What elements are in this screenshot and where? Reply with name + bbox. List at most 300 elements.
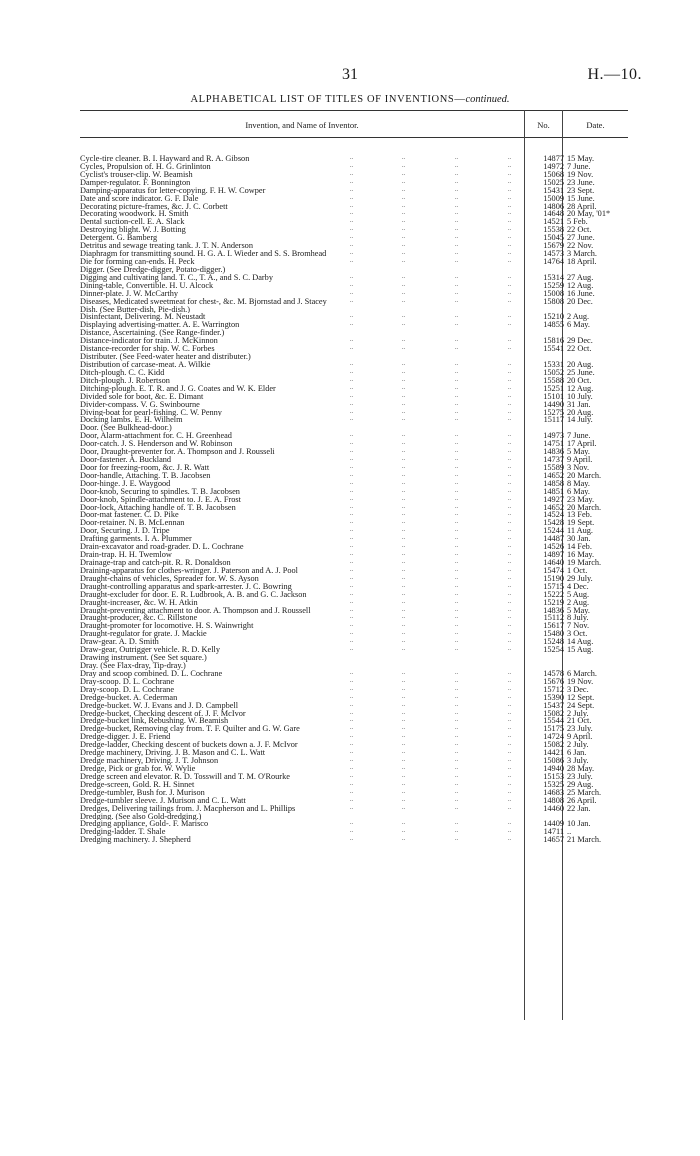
leader-dots: .. (402, 796, 405, 803)
table-row (80, 321, 628, 329)
patent-number: 14851 (543, 486, 564, 496)
leader-dots: .. (350, 289, 353, 296)
patent-number: 14858 (543, 478, 564, 488)
invention-title: Drawing instrument. (See Set square.) (80, 654, 207, 663)
patent-date: 16 June. (567, 288, 595, 298)
patent-date: 14 Feb. (567, 542, 592, 552)
leader-dots: .. (508, 368, 511, 375)
patent-date: 2 Aug. (567, 597, 590, 607)
invention-title: Distance, Ascertaining. (See Range-finder.) (80, 329, 225, 338)
leader-dots: .. (402, 709, 405, 716)
leader-dots: .. (455, 250, 458, 257)
patent-date: 6 May. (567, 320, 590, 330)
leader-dots: .. (455, 432, 458, 439)
leader-dots: .. (508, 234, 511, 241)
leader-dots: .. (455, 178, 458, 185)
leader-dots: .. (455, 242, 458, 249)
leader-dots: .. (508, 495, 511, 502)
invention-title: Draw-gear, Outrigger vehicle. R. D. Kelly (80, 646, 220, 655)
leader-dots: .. (508, 733, 511, 740)
header-bottom-rule (80, 137, 628, 138)
leader-dots: .. (455, 828, 458, 835)
leader-dots: .. (508, 321, 511, 328)
invention-title: Draught-promoter for locomotive. H. S. Wainwright (80, 622, 254, 631)
patent-date: 26 April. (567, 795, 597, 805)
leader-dots: .. (402, 693, 405, 700)
patent-date: 3 March. (567, 249, 597, 259)
invention-title: Cycle-tire cleaner. B. I. Hayward and R. A. Gibson (80, 155, 250, 163)
leader-dots: .. (402, 463, 405, 470)
leader-dots: .. (402, 535, 405, 542)
leader-dots: .. (402, 273, 405, 280)
leader-dots: .. (508, 582, 511, 589)
leader-dots: .. (350, 622, 353, 629)
table-row (80, 298, 628, 306)
invention-title: Dredge, Pick or grab for. W. Wylie (80, 764, 196, 773)
patent-number: 15082 (543, 740, 564, 750)
leader-dots: .. (508, 551, 511, 558)
invention-title: Diseases, Medicated sweetmeat for chest-, &c. M. Bjornstad and J. Stacey (80, 297, 327, 306)
leader-dots: .. (402, 162, 405, 169)
invention-title: Dredges, Delivering tailings from. J. Macpherson and L. Phillips (80, 804, 296, 813)
leader-dots: .. (508, 701, 511, 708)
leader-dots: .. (455, 273, 458, 280)
patent-date: 20 March. (567, 470, 602, 480)
leader-dots: .. (455, 368, 458, 375)
leader-dots: .. (508, 741, 511, 748)
leader-dots: .. (455, 155, 458, 161)
leader-dots: .. (350, 685, 353, 692)
leader-dots: .. (402, 400, 405, 407)
patent-date: 23 June. (567, 177, 595, 187)
patent-number: 14490 (543, 399, 564, 409)
leader-dots: .. (455, 780, 458, 787)
patent-date: 15 May. (567, 154, 595, 163)
leader-dots: .. (508, 796, 511, 803)
column-header-no: No. (537, 120, 550, 130)
column-header-invention: Invention, and Name of Inventor. (245, 120, 359, 130)
invention-title: Decorating picture-frames, &c. J. C. Corbett (80, 202, 228, 211)
leader-dots: .. (350, 820, 353, 827)
leader-dots: .. (508, 669, 511, 676)
patent-number: 15679 (543, 241, 564, 251)
leader-dots: .. (508, 345, 511, 352)
leader-dots: .. (402, 226, 405, 233)
leader-dots: .. (455, 376, 458, 383)
patent-date: 27 June. (567, 233, 595, 243)
patent-date: 21 March. (567, 835, 602, 845)
patent-number: 15428 (543, 518, 564, 528)
leader-dots: .. (402, 717, 405, 724)
patent-date: 10 Jan. (567, 819, 591, 829)
leader-dots: .. (350, 186, 353, 193)
invention-title: Cycles, Propulsion of. H. G. Grinlinton (80, 162, 211, 171)
leader-dots: .. (350, 638, 353, 645)
leader-dots: .. (508, 360, 511, 367)
patent-date: 20 March. (567, 502, 602, 512)
invention-title: Dredge-bucket, Removing clay from. T. F. Quilter and G. W. Gare (80, 725, 300, 734)
patent-number: 14421 (543, 748, 564, 758)
leader-dots: .. (455, 717, 458, 724)
leader-dots: .. (508, 384, 511, 391)
patent-date: 12 Aug. (567, 383, 594, 393)
leader-dots: .. (455, 463, 458, 470)
patent-date: 2 Aug. (567, 312, 590, 322)
leader-dots: .. (508, 836, 511, 843)
patent-number: 15153 (543, 771, 564, 781)
leader-dots: .. (508, 448, 511, 455)
leader-dots: .. (350, 416, 353, 423)
leader-dots: .. (508, 440, 511, 447)
title-continued: continued. (465, 94, 510, 105)
table-top-rule (80, 110, 628, 111)
invention-title: Draught-increaser, &c. W. H. Atkin (80, 598, 198, 607)
title-main: ALPHABETICAL LIST OF TITLES OF INVENTIONS— (190, 94, 466, 105)
patent-date: 22 Jan. (567, 803, 591, 813)
invention-title: Dredging machinery. J. Shepherd (80, 836, 191, 845)
patent-date: 11 Aug. (567, 526, 593, 536)
patent-date: 14 July. (567, 415, 593, 425)
patent-date: 12 Sept. (567, 692, 595, 702)
patent-number: 14711 (543, 827, 564, 837)
invention-title: Docking lambs. E. H. Wilhelm (80, 416, 183, 425)
leader-dots: .. (350, 804, 353, 811)
leader-dots: .. (508, 638, 511, 645)
leader-dots: .. (402, 313, 405, 320)
invention-title: Dredge machinery, Driving. J. T. Johnson (80, 757, 219, 765)
patent-number: 15117 (543, 415, 564, 425)
invention-title: Distributer. (See Feed-water heater and distributer.) (80, 353, 251, 361)
leader-dots: .. (402, 551, 405, 558)
patent-date: 19 Nov. (567, 676, 594, 686)
leader-dots: .. (402, 360, 405, 367)
leader-dots: .. (350, 535, 353, 542)
patent-number: 15712 (543, 684, 564, 694)
invention-title: Draught-regulator for grate. J. Mackie (80, 630, 207, 639)
invention-title: Damping-apparatus for letter-copying. F. H. W. Cowper (80, 186, 266, 195)
patent-number: 15816 (543, 336, 564, 346)
leader-dots: .. (455, 202, 458, 209)
leader-dots: .. (455, 606, 458, 613)
patent-number: 15222 (543, 589, 564, 599)
invention-title: Digging and cultivating land. T. C., T. A., and S. C. Darby (80, 273, 273, 282)
leader-dots: .. (455, 622, 458, 629)
leader-dots: .. (350, 733, 353, 740)
leader-dots: .. (402, 582, 405, 589)
invention-title: Distribution of carcase-meat. A. Wilkie (80, 360, 211, 369)
leader-dots: .. (350, 725, 353, 732)
leader-dots: .. (508, 376, 511, 383)
leader-dots: .. (350, 360, 353, 367)
leader-dots: .. (508, 392, 511, 399)
leader-dots: .. (402, 368, 405, 375)
leader-dots: .. (350, 495, 353, 502)
leader-dots: .. (350, 242, 353, 249)
leader-dots: .. (455, 226, 458, 233)
leader-dots: .. (455, 416, 458, 423)
invention-title: Dental suction-cell. E. A. Slack (80, 218, 185, 227)
leader-dots: .. (402, 543, 405, 550)
patent-date: 21 Oct. (567, 716, 592, 726)
invention-title: Distance-recorder for ship. W. C. Forbes (80, 345, 215, 354)
invention-title: Dredge-bucket, Checking descent of. J. F. McIvor (80, 709, 246, 718)
leader-dots: .. (455, 646, 458, 653)
patent-number: 15325 (543, 779, 564, 789)
leader-dots: .. (350, 368, 353, 375)
leader-dots: .. (455, 234, 458, 241)
leader-dots: .. (508, 630, 511, 637)
invention-title: Ditching-plough. E. T. R. and J. G. Coates and W. K. Elder (80, 384, 276, 393)
invention-title: Draught-preventing attachment to door. A. Thompson and J. Roussell (80, 606, 311, 615)
leader-dots: .. (350, 234, 353, 241)
leader-dots: .. (455, 598, 458, 605)
patent-date: 18 April. (567, 256, 597, 266)
leader-dots: .. (402, 242, 405, 249)
leader-dots: .. (508, 622, 511, 629)
patent-date: 19 March. (567, 558, 602, 568)
invention-title: Dredging. (See also Gold-dredging.) (80, 812, 202, 821)
leader-dots: .. (350, 543, 353, 550)
patent-number: 15025 (543, 177, 564, 187)
leader-dots: .. (350, 432, 353, 439)
leader-dots: .. (402, 297, 405, 304)
patent-date: 5 Aug. (567, 589, 590, 599)
leader-dots: .. (455, 257, 458, 264)
leader-dots: .. (350, 709, 353, 716)
invention-title: Door-knob, Securing to spindles. T. B. Jacobsen (80, 487, 240, 496)
patent-date: 25 June. (567, 367, 595, 377)
patent-date: 5 May. (567, 605, 590, 615)
table-row (80, 836, 628, 844)
leader-dots: .. (350, 749, 353, 756)
leader-dots: .. (350, 574, 353, 581)
leader-dots: .. (455, 511, 458, 518)
leader-dots: .. (350, 345, 353, 352)
invention-title: Divider-compass. V. G. Swinbourne (80, 400, 200, 409)
patent-date: 2 July. (567, 740, 589, 750)
invention-title: Dredging-ladder. T. Shale (80, 828, 166, 837)
leader-dots: .. (455, 772, 458, 779)
patent-number: 15538 (543, 225, 564, 235)
leader-dots: .. (402, 614, 405, 621)
leader-dots: .. (402, 622, 405, 629)
leader-dots: .. (350, 598, 353, 605)
leader-dots: .. (350, 471, 353, 478)
leader-dots: .. (455, 551, 458, 558)
leader-dots: .. (350, 250, 353, 257)
patent-date: 3 Dec. (567, 684, 589, 694)
patent-number: 14487 (543, 534, 564, 544)
leader-dots: .. (350, 178, 353, 185)
leader-dots: .. (455, 471, 458, 478)
leader-dots: .. (350, 440, 353, 447)
leader-dots: .. (508, 218, 511, 225)
leader-dots: .. (402, 487, 405, 494)
invention-title: Draining-apparatus for clothes-wringer. J. Paterson and A. J. Pool (80, 566, 298, 575)
leader-dots: .. (350, 463, 353, 470)
invention-title: Disinfectant, Delivering. M. Neustadt (80, 313, 206, 322)
table-row (80, 416, 628, 424)
patent-date: 27 Aug. (567, 272, 594, 282)
patent-number: 14897 (543, 550, 564, 560)
leader-dots: .. (350, 313, 353, 320)
invention-title: Door, Securing. J. D. Tripe (80, 527, 170, 536)
invention-title: Dredge-bucket. W. J. Evans and J. D. Campbell (80, 701, 239, 710)
patent-number: 14855 (543, 320, 564, 330)
leader-dots: .. (508, 677, 511, 684)
leader-dots: .. (402, 448, 405, 455)
leader-dots: .. (508, 804, 511, 811)
leader-dots: .. (508, 709, 511, 716)
leader-dots: .. (455, 210, 458, 217)
leader-dots: .. (455, 669, 458, 676)
patent-date: 31 Jan. (567, 399, 591, 409)
leader-dots: .. (350, 155, 353, 161)
leader-dots: .. (508, 614, 511, 621)
leader-dots: .. (508, 170, 511, 177)
patent-date: 30 Jan. (567, 534, 591, 544)
leader-dots: .. (350, 646, 353, 653)
patent-number: 15251 (543, 383, 564, 393)
leader-dots: .. (508, 178, 511, 185)
leader-dots: .. (508, 820, 511, 827)
leader-dots: .. (402, 566, 405, 573)
patent-number: 14927 (543, 494, 564, 504)
patent-number: 15314 (543, 272, 564, 282)
leader-dots: .. (402, 178, 405, 185)
invention-title: Door, Draught-preventer for. A. Thompson and J. Rousseli (80, 448, 275, 457)
leader-dots: .. (350, 162, 353, 169)
leader-dots: .. (402, 677, 405, 684)
leader-dots: .. (455, 503, 458, 510)
leader-dots: .. (402, 685, 405, 692)
leader-dots: .. (508, 242, 511, 249)
leader-dots: .. (455, 337, 458, 344)
leader-dots: .. (402, 321, 405, 328)
patent-number: 14877 (543, 154, 564, 163)
leader-dots: .. (402, 733, 405, 740)
patent-number: 15331 (543, 359, 564, 369)
patent-date: 9 April. (567, 732, 593, 742)
leader-dots: .. (508, 289, 511, 296)
invention-title: Door-lock, Attaching handle of. T. B. Jacobsen (80, 503, 236, 512)
leader-dots: .. (350, 281, 353, 288)
leader-dots: .. (508, 337, 511, 344)
patent-number: 14640 (543, 558, 564, 568)
invention-title: Dredge screen and elevator. R. D. Tosswill and T. M. O'Rourke (80, 772, 290, 781)
leader-dots: .. (508, 487, 511, 494)
patent-number: 14808 (543, 795, 564, 805)
leader-dots: .. (350, 757, 353, 764)
leader-dots: .. (508, 693, 511, 700)
leader-dots: .. (350, 836, 353, 843)
patent-number: 15190 (543, 573, 564, 583)
patent-date: 19 Sept. (567, 518, 595, 528)
leader-dots: .. (455, 289, 458, 296)
leader-dots: .. (350, 321, 353, 328)
patent-date: 20 Dec. (567, 296, 593, 306)
patent-date: 25 March. (567, 787, 602, 797)
invention-title: Dredge-bucket. A. Cederman (80, 693, 178, 702)
patent-number: 15244 (543, 526, 564, 536)
invention-title: Door for freezing-room, &c. J. R. Watt (80, 463, 210, 472)
leader-dots: .. (350, 630, 353, 637)
leader-dots: .. (402, 289, 405, 296)
patent-date: 23 July. (567, 771, 593, 781)
patent-number: 14836 (543, 447, 564, 457)
invention-title: Dray and scoop combined. D. L. Cochrane (80, 669, 223, 678)
leader-dots: .. (402, 559, 405, 566)
leader-dots: .. (350, 392, 353, 399)
leader-dots: .. (508, 749, 511, 756)
leader-dots: .. (455, 440, 458, 447)
invention-title: Cyclist's trouser-clip. W. Beamish (80, 170, 193, 179)
leader-dots: .. (508, 313, 511, 320)
patent-date: 3 Nov. (567, 462, 590, 472)
leader-dots: .. (350, 566, 353, 573)
patent-number: 15715 (543, 581, 564, 591)
inventions-table (80, 155, 628, 844)
invention-title: Draught-producer, &c. C. Rillstone (80, 614, 198, 623)
invention-title: Decorating woodwork. H. Smith (80, 210, 189, 219)
patent-number: 14573 (543, 249, 564, 259)
patent-number: 14940 (543, 763, 564, 773)
patent-number: 15219 (543, 597, 564, 607)
invention-title: Dredge-ladder, Checking descent of buckets down a. J. F. McIvor (80, 741, 298, 750)
invention-title: Dredge-tumbler sleeve. J. Murison and C. L. Watt (80, 796, 246, 805)
leader-dots: .. (350, 297, 353, 304)
leader-dots: .. (402, 574, 405, 581)
leader-dots: .. (508, 432, 511, 439)
patent-number: 15390 (543, 692, 564, 702)
patent-date: 5 May. (567, 447, 590, 457)
leader-dots: .. (455, 614, 458, 621)
leader-dots: .. (508, 503, 511, 510)
patent-number: 15009 (543, 193, 564, 203)
leader-dots: .. (350, 701, 353, 708)
leader-dots: .. (455, 543, 458, 550)
leader-dots: .. (350, 376, 353, 383)
leader-dots: .. (508, 764, 511, 771)
leader-dots: .. (402, 250, 405, 257)
leader-dots: .. (350, 828, 353, 835)
leader-dots: .. (350, 479, 353, 486)
leader-dots: .. (508, 210, 511, 217)
invention-title: Digger. (See Dredge-digger, Potato-digger.) (80, 265, 226, 274)
patent-date: 29 July. (567, 573, 593, 583)
patent-number: 15254 (543, 645, 564, 655)
patent-date: 13 Feb. (567, 510, 592, 520)
invention-title: Distance-indicator for train. J. McKinnon (80, 337, 218, 346)
leader-dots: .. (402, 408, 405, 415)
leader-dots: .. (455, 566, 458, 573)
leader-dots: .. (455, 321, 458, 328)
patent-date: 19 Nov. (567, 169, 594, 179)
leader-dots: .. (402, 820, 405, 827)
invention-title: Die for forming can-ends. H. Peck (80, 257, 195, 266)
invention-title: Dredge-bucket link, Rebushing. W. Beamish (80, 717, 229, 726)
invention-title: Dish. (See Butter-dish, Pie-dish.) (80, 305, 190, 314)
leader-dots: .. (508, 772, 511, 779)
leader-dots: .. (402, 725, 405, 732)
invention-title: Drain-trap. H. H. Twemlow (80, 551, 172, 560)
invention-title: Drain-excavator and road-grader. D. L. Cochrane (80, 543, 244, 552)
leader-dots: .. (350, 559, 353, 566)
invention-title: Ditch-plough. C. C. Kidd (80, 368, 165, 377)
patent-number: 14657 (543, 835, 564, 845)
invention-title: Diving-boat for pearl-fishing. C. W. Penny (80, 408, 222, 417)
invention-title: Dredge-screen, Gold. R. H. Sinnet (80, 780, 195, 789)
